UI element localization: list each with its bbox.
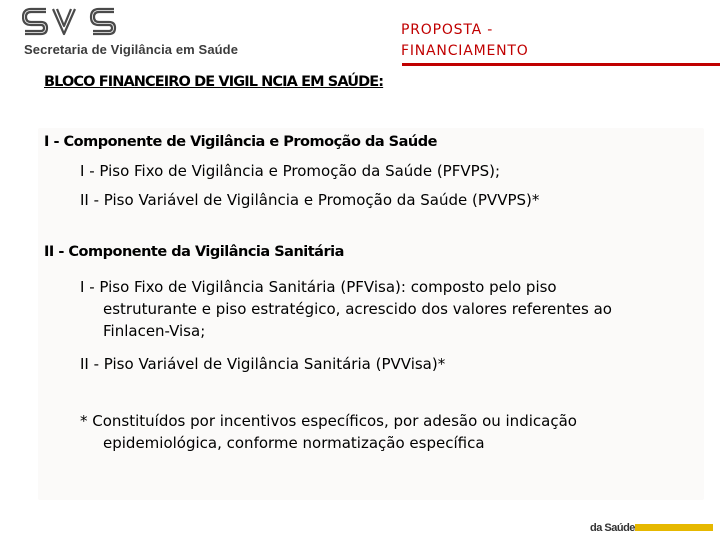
footer-logo — [590, 520, 720, 540]
component-2-item-1-line-3: Finlacen-Visa; — [103, 322, 206, 340]
component-2-item-1-line-1: I - Piso Fixo de Vigilância Sanitária (PFVisa): composto pelo piso — [80, 278, 557, 296]
section-title: BLOCO FINANCEIRO DE VIGIL NCIA EM SAÚDE: — [44, 74, 384, 90]
footer-color-bar — [635, 524, 713, 531]
footnote — [80, 410, 670, 454]
component-1-item-2: II - Piso Variável de Vigilância e Promoção da Saúde (PVVPS)* — [80, 191, 540, 209]
component-2-item-2: II - Piso Variável de Vigilância Sanitária (PVVisa)* — [80, 355, 446, 373]
svs-logo-mark — [22, 6, 118, 40]
footnote-line-1: * Constituídos por incentivos específicos, por adesão ou indicação — [80, 412, 577, 430]
footnote-line-2: epidemiológica, conforme normatização específica — [103, 434, 485, 452]
component-1-item-1: I - Piso Fixo de Vigilância e Promoção da Saúde (PFVPS); — [80, 162, 501, 180]
component-heading-2: II - Componente da Vigilância Sanitária — [44, 244, 344, 260]
svs-logo — [22, 6, 239, 58]
logo-text: Secretaria de Vigilância em Saúde — [24, 42, 239, 57]
footer-saude-text: da Saúde — [590, 522, 635, 534]
component-heading-1: I - Componente de Vigilância e Promoção da Saúde — [44, 134, 437, 150]
page-title: PROPOSTA - FINANCIAMENTO — [401, 22, 529, 59]
component-2-item-1-line-2: estruturante e piso estratégico, acrescido dos valores referentes ao — [103, 300, 612, 318]
header-divider — [402, 63, 720, 66]
component-2-item-1 — [80, 276, 680, 342]
